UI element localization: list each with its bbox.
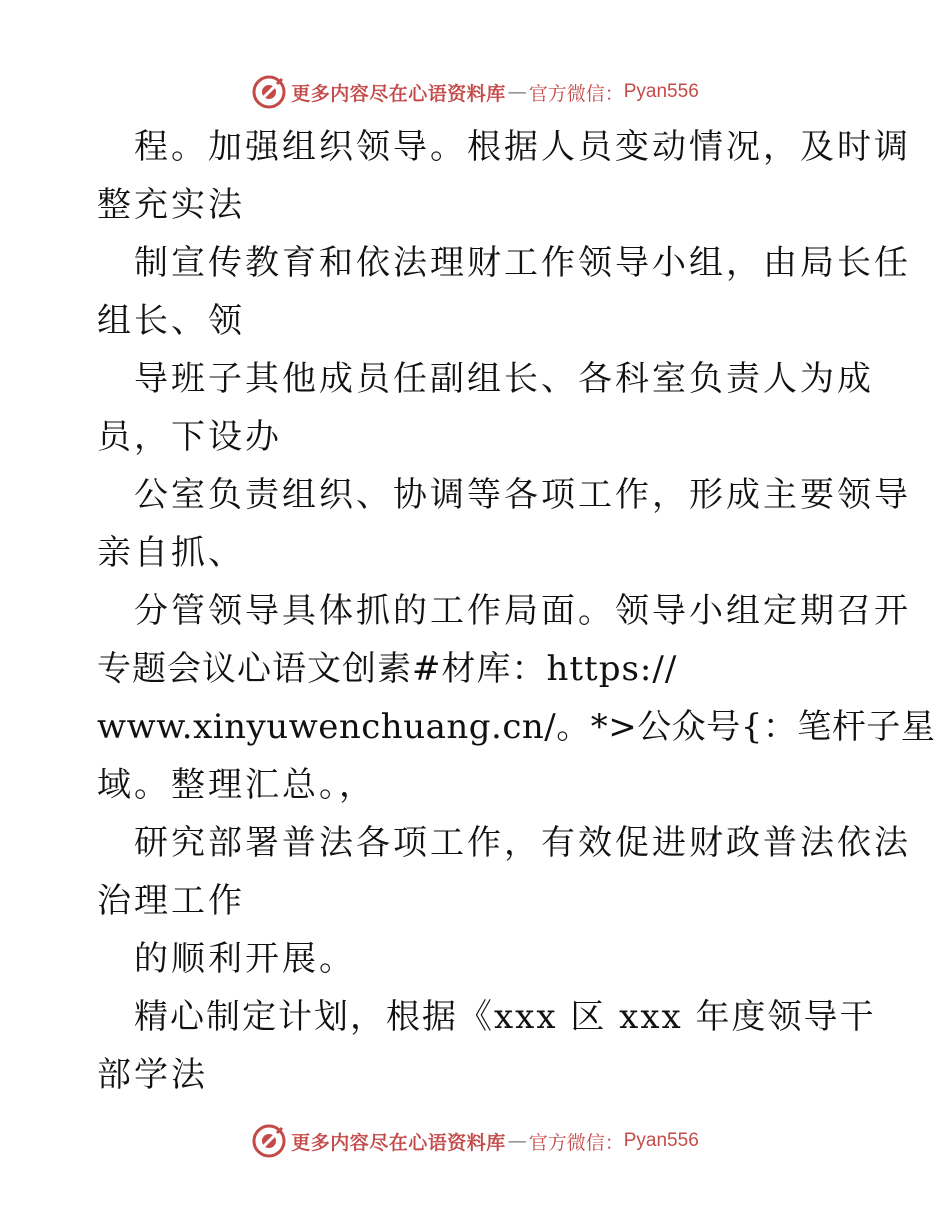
seal-logo-icon	[251, 1123, 287, 1159]
body-line: 制宣传教育和依法理财工作领导小组，由局长任	[134, 243, 911, 283]
body-line: 的顺利开展。	[134, 939, 356, 979]
header-wechat-label: 官方微信：	[528, 82, 624, 105]
header-dash: —	[507, 81, 527, 103]
footer-banner	[0, 1121, 950, 1161]
footer-text: 更多内容尽在心语资料库	[291, 1131, 506, 1154]
body-line: 整充实法	[97, 185, 245, 225]
header-wechat-id: Pyan556	[623, 81, 699, 102]
body-line: 导班子其他成员任副组长、各科室负责人为成	[134, 359, 874, 399]
body-line: 组长、领	[97, 301, 245, 341]
header-text: 更多内容尽在心语资料库	[291, 82, 506, 105]
footer-wechat-label: 官方微信：	[528, 1131, 624, 1154]
body-line: www.xinyuwenchuang.cn/。*>公众号{：笔杆子星	[97, 707, 936, 747]
body-line: 亲自抓、	[97, 533, 245, 573]
body-line: 研究部署普法各项工作，有效促进财政普法依法	[134, 823, 911, 863]
body-line: 精心制定计划，根据《xxx 区 xxx 年度领导干	[134, 997, 876, 1037]
body-line: 专题会议心语文创素#材库：https://	[97, 649, 678, 689]
body-line: 治理工作	[97, 881, 245, 921]
body-line: 域。整理汇总。，	[97, 765, 376, 805]
seal-logo-icon	[251, 74, 287, 110]
header-banner	[0, 72, 950, 112]
footer-wechat-id: Pyan556	[623, 1130, 699, 1151]
body-line: 分管领导具体抓的工作局面。领导小组定期召开	[134, 591, 911, 631]
body-line: 公室负责组织、协调等各项工作，形成主要领导	[134, 475, 911, 515]
body-line: 部学法	[97, 1055, 208, 1095]
body-line: 员，下设办	[97, 417, 282, 457]
body-line: 程。加强组织领导。根据人员变动情况，及时调	[134, 127, 911, 167]
footer-dash: —	[507, 1130, 527, 1152]
